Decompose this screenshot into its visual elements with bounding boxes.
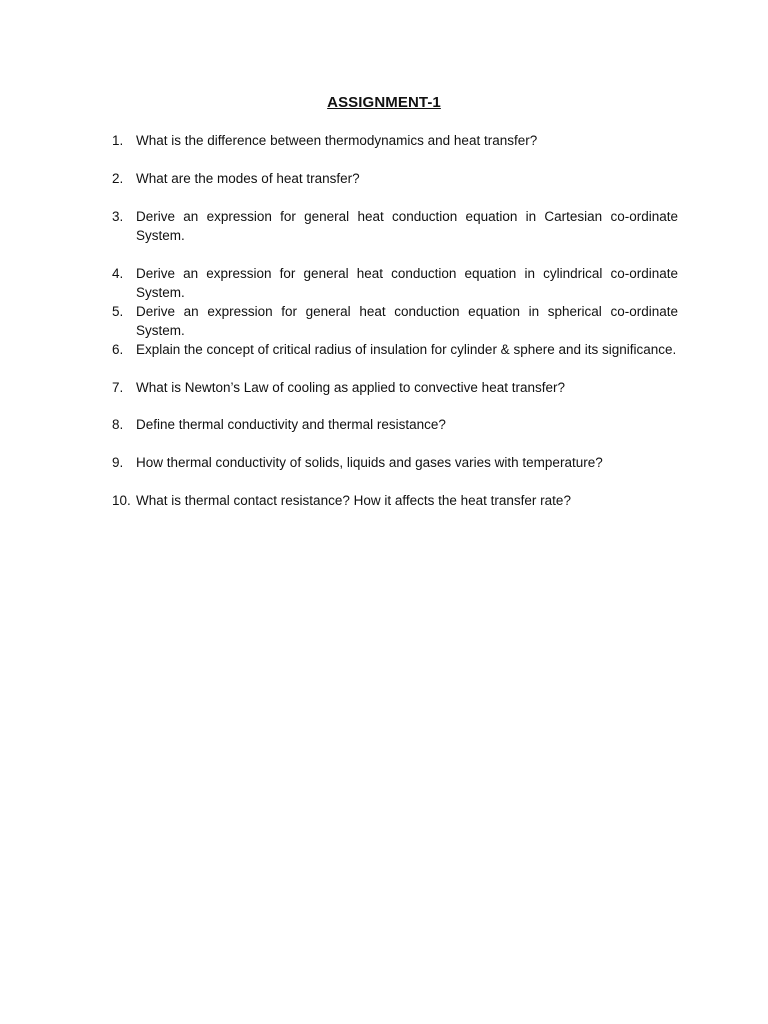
question-item [112,264,678,302]
question-text: Explain the concept of critical radius of insulation for cylinder & sphere and its significance. [136,342,677,357]
question-number: 2. [112,171,124,186]
question-number: 10. [112,493,131,508]
document-title: ASSIGNMENT-1 [327,94,441,111]
question-text: Derive an expression for general heat conduction equation in Cartesian co-ordinate System. [136,209,678,243]
question-item [112,415,678,434]
question-item [112,340,678,359]
question-number: 5. [112,304,124,319]
question-number: 9. [112,455,124,470]
question-number: 7. [112,380,124,395]
question-item [112,302,678,340]
question-item [112,131,678,150]
question-text: What is Newton’s Law of cooling as applied to convective heat transfer? [136,380,565,395]
question-number: 1. [112,133,124,148]
question-number: 4. [112,266,124,281]
question-number: 8. [112,417,124,432]
question-text: What are the modes of heat transfer? [136,171,360,186]
question-item [112,491,678,510]
question-number: 6. [112,342,124,357]
question-item [112,169,678,188]
question-text: What is the difference between thermodynamics and heat transfer? [136,133,538,148]
question-item [112,453,678,472]
question-item [112,378,678,397]
question-text: Derive an expression for general heat conduction equation in spherical co-ordinate System. [136,304,678,338]
question-text: What is thermal contact resistance? How it affects the heat transfer rate? [136,493,571,508]
question-item [112,207,678,245]
question-number: 3. [112,209,124,224]
question-text: How thermal conductivity of solids, liquids and gases varies with temperature? [136,455,603,470]
question-text: Define thermal conductivity and thermal resistance? [136,417,446,432]
question-text: Derive an expression for general heat conduction equation in cylindrical co-ordinate System. [136,266,678,300]
